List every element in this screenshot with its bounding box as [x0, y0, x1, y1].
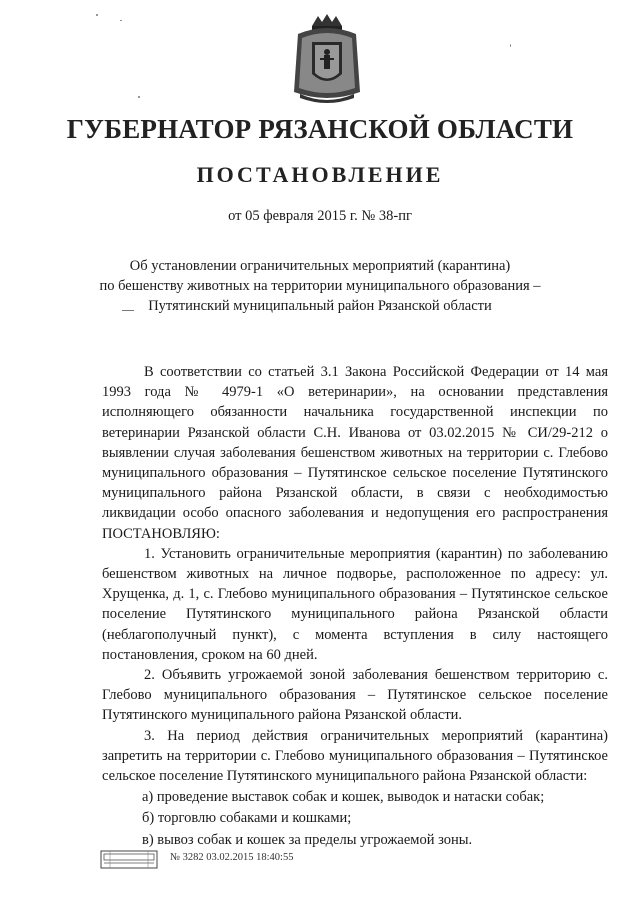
- registry-stamp-icon: [100, 848, 158, 870]
- clause-3c: в) вывоз собак и кошек за пределы угрожаемой зоны.: [142, 831, 473, 848]
- clause-3a: а) проведение выставок собак и кошек, выводок и натаски собак;: [142, 789, 545, 806]
- subject-line: по бешенству животных на территории муниципального образования –: [99, 278, 541, 294]
- preamble-paragraph: В соответствии со статьей 3.1 Закона Российской Федерации от 14 мая 1993 года № 4979-1 «О ветеринарии», на основании представления исполняющего обязанности начальника государственной инспекции по ветеринарии Рязанской области С.Н. Иванова от 03.02.2015 № СИ/29-212 о выявлении случая заболевания бешенством животных на территории с. Глебово муниципального образования – Путятинское сельское поселение Путятинского муниципального района Рязанской области, в связи с необходимостью ликвидации особо опасного заболевания и недопущения его распространения ПОСТАНОВЛЯЮ:: [102, 364, 608, 542]
- document-body: [102, 362, 608, 850]
- registration-footer: [100, 848, 420, 872]
- document-type: ПОСТАНОВЛЕНИЕ: [196, 162, 444, 187]
- clause-1: 1. Установить ограничительные мероприятия (карантин) по заболеванию бешенством животных на личное подворье, расположенное по адресу: ул. Хрущенка, д. 1, с. Глебово муниципального образования – Путятинское сельское поселение Путятинского муниципального района Рязанской области (неблагополучный пункт), с момента вступления в силу настоящего постановления, сроком на 60 дней.: [102, 545, 608, 663]
- coat-of-arms-icon: [288, 12, 366, 108]
- scan-speck: [510, 44, 511, 47]
- page-title: ГУБЕРНАТОР РЯЗАНСКОЙ ОБЛАСТИ: [66, 114, 574, 144]
- document-subject: [90, 256, 550, 316]
- registration-number: № 3282 03.02.2015 18:40:55: [170, 852, 294, 863]
- subject-line: Об установлении ограничительных мероприятий (карантина): [129, 258, 511, 274]
- document-date-number: от 05 февраля 2015 г. № 38-пг: [228, 208, 412, 224]
- clause-3: 3. На период действия ограничительных мероприятий (карантина) запретить на территории с. Глебово муниципального образования – Путятинское сельское поселение Путятинского муниципального района Рязанской области:: [102, 727, 608, 785]
- scan-speck: [120, 20, 122, 21]
- clause-3b: б) торговлю собаками и кошками;: [142, 810, 352, 827]
- scan-speck: [122, 310, 134, 311]
- scan-speck: [96, 14, 98, 16]
- subject-line: Путятинский муниципальный район Рязанской области: [148, 298, 492, 314]
- scan-speck: [138, 96, 140, 98]
- clause-2: 2. Объявить угрожаемой зоной заболевания бешенством территорию с. Глебово муниципального образования – Путятинское сельское поселение Путятинского муниципального района Рязанской области.: [102, 667, 608, 724]
